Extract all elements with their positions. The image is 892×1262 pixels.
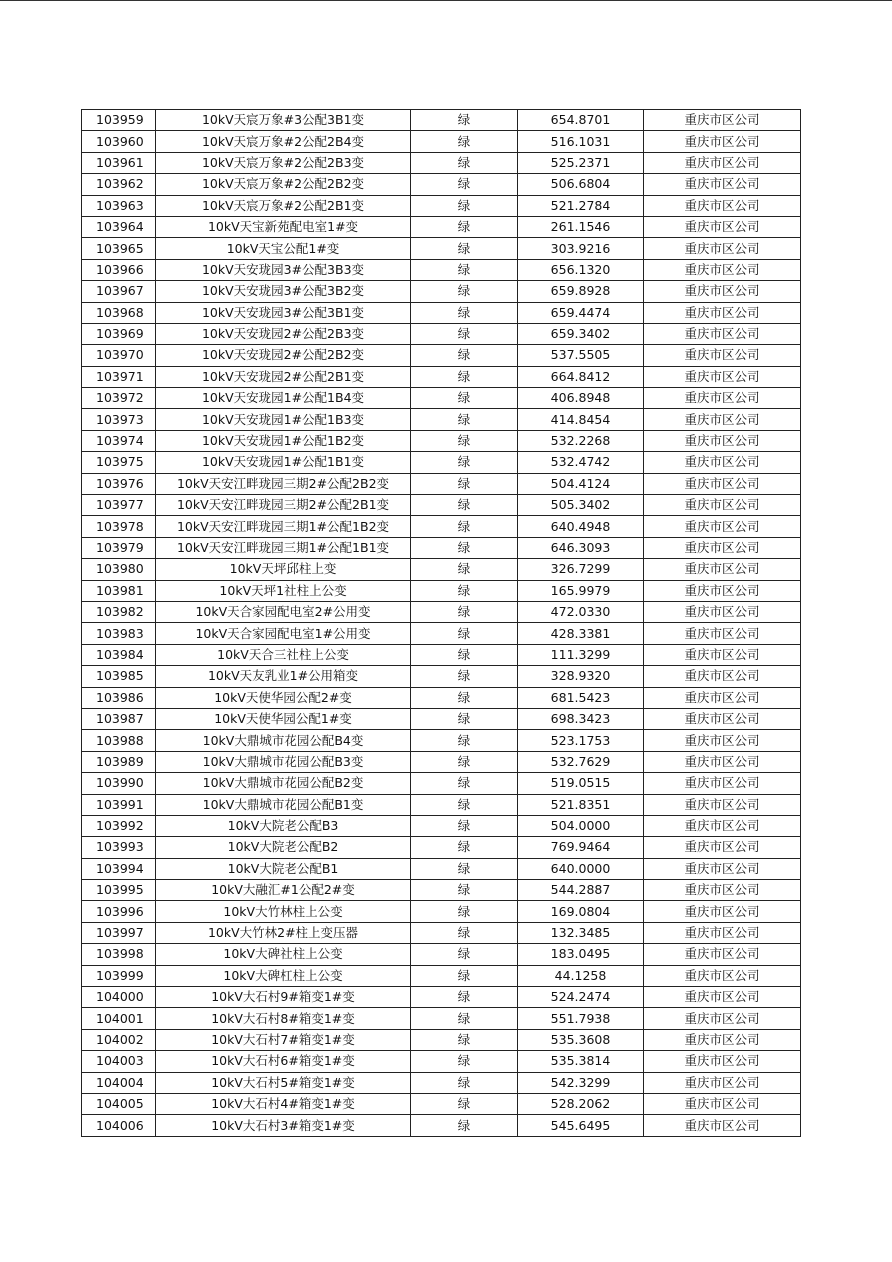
value-cell: 261.1546: [518, 216, 644, 237]
transformer-name-cell: 10kV大碑社柱上公变: [156, 944, 411, 965]
transformer-name-cell: 10kV大鼎城市花园公配B2变: [156, 773, 411, 794]
row-id-cell: 103984: [82, 644, 156, 665]
row-id-cell: 103988: [82, 730, 156, 751]
value-cell: 516.1031: [518, 131, 644, 152]
status-cell: 绿: [411, 858, 518, 879]
value-cell: 535.3814: [518, 1051, 644, 1072]
company-cell: 重庆市区公司: [644, 323, 801, 344]
value-cell: 111.3299: [518, 644, 644, 665]
company-cell: 重庆市区公司: [644, 1008, 801, 1029]
value-cell: 535.3608: [518, 1029, 644, 1050]
transformer-name-cell: 10kV大石村3#箱变1#变: [156, 1115, 411, 1136]
company-cell: 重庆市区公司: [644, 837, 801, 858]
value-cell: 640.0000: [518, 858, 644, 879]
row-id-cell: 104001: [82, 1008, 156, 1029]
table-row: [82, 323, 801, 344]
row-id-cell: 103963: [82, 195, 156, 216]
table-row: [82, 366, 801, 387]
status-cell: 绿: [411, 473, 518, 494]
company-cell: 重庆市区公司: [644, 559, 801, 580]
status-cell: 绿: [411, 430, 518, 451]
row-id-cell: 103961: [82, 152, 156, 173]
status-cell: 绿: [411, 837, 518, 858]
row-id-cell: 103989: [82, 751, 156, 772]
company-cell: 重庆市区公司: [644, 708, 801, 729]
table-row: [82, 1115, 801, 1136]
company-cell: 重庆市区公司: [644, 537, 801, 558]
status-cell: 绿: [411, 559, 518, 580]
company-cell: 重庆市区公司: [644, 216, 801, 237]
value-cell: 659.4474: [518, 302, 644, 323]
table-row: [82, 944, 801, 965]
table-row: [82, 730, 801, 751]
company-cell: 重庆市区公司: [644, 131, 801, 152]
table-row: [82, 1072, 801, 1093]
status-cell: 绿: [411, 495, 518, 516]
row-id-cell: 103962: [82, 174, 156, 195]
transformer-name-cell: 10kV天合三社柱上公变: [156, 644, 411, 665]
transformer-name-cell: 10kV天宸万象#2公配2B1变: [156, 195, 411, 216]
status-cell: 绿: [411, 1115, 518, 1136]
value-cell: 654.8701: [518, 110, 644, 131]
status-cell: 绿: [411, 687, 518, 708]
table-row: [82, 430, 801, 451]
row-id-cell: 103982: [82, 601, 156, 622]
value-cell: 537.5505: [518, 345, 644, 366]
value-cell: 524.2474: [518, 987, 644, 1008]
table-row: [82, 965, 801, 986]
status-cell: 绿: [411, 751, 518, 772]
table-row: [82, 815, 801, 836]
transformer-name-cell: 10kV天安珑园2#公配2B2变: [156, 345, 411, 366]
status-cell: 绿: [411, 922, 518, 943]
row-id-cell: 103992: [82, 815, 156, 836]
status-cell: 绿: [411, 537, 518, 558]
row-id-cell: 103996: [82, 901, 156, 922]
row-id-cell: 103973: [82, 409, 156, 430]
row-id-cell: 103971: [82, 366, 156, 387]
company-cell: 重庆市区公司: [644, 238, 801, 259]
table-row: [82, 644, 801, 665]
transformer-name-cell: 10kV天宸万象#2公配2B2变: [156, 174, 411, 195]
company-cell: 重庆市区公司: [644, 1115, 801, 1136]
company-cell: 重庆市区公司: [644, 1051, 801, 1072]
row-id-cell: 103983: [82, 623, 156, 644]
company-cell: 重庆市区公司: [644, 473, 801, 494]
status-cell: 绿: [411, 1029, 518, 1050]
value-cell: 544.2887: [518, 880, 644, 901]
row-id-cell: 103999: [82, 965, 156, 986]
value-cell: 542.3299: [518, 1072, 644, 1093]
company-cell: 重庆市区公司: [644, 1029, 801, 1050]
status-cell: 绿: [411, 901, 518, 922]
value-cell: 769.9464: [518, 837, 644, 858]
page-top-border: [0, 0, 892, 1]
status-cell: 绿: [411, 281, 518, 302]
status-cell: 绿: [411, 580, 518, 601]
status-cell: 绿: [411, 259, 518, 280]
table-row: [82, 281, 801, 302]
transformer-name-cell: 10kV天宸万象#2公配2B3变: [156, 152, 411, 173]
transformer-name-cell: 10kV大融汇#1公配2#变: [156, 880, 411, 901]
value-cell: 656.1320: [518, 259, 644, 280]
status-cell: 绿: [411, 1008, 518, 1029]
transformer-name-cell: 10kV天宝公配1#变: [156, 238, 411, 259]
row-id-cell: 103975: [82, 452, 156, 473]
transformer-name-cell: 10kV大院老公配B3: [156, 815, 411, 836]
table-row: [82, 516, 801, 537]
row-id-cell: 103968: [82, 302, 156, 323]
row-id-cell: 103966: [82, 259, 156, 280]
status-cell: 绿: [411, 623, 518, 644]
transformer-name-cell: 10kV大石村6#箱变1#变: [156, 1051, 411, 1072]
status-cell: 绿: [411, 409, 518, 430]
value-cell: 659.8928: [518, 281, 644, 302]
value-cell: 545.6495: [518, 1115, 644, 1136]
transformer-name-cell: 10kV大石村9#箱变1#变: [156, 987, 411, 1008]
row-id-cell: 103998: [82, 944, 156, 965]
company-cell: 重庆市区公司: [644, 409, 801, 430]
table-row: [82, 858, 801, 879]
transformer-name-cell: 10kV天合家园配电室2#公用变: [156, 601, 411, 622]
company-cell: 重庆市区公司: [644, 730, 801, 751]
transformer-table: [81, 109, 801, 1137]
table-row: [82, 666, 801, 687]
row-id-cell: 103969: [82, 323, 156, 344]
transformer-name-cell: 10kV大石村4#箱变1#变: [156, 1093, 411, 1114]
company-cell: 重庆市区公司: [644, 110, 801, 131]
table-row: [82, 473, 801, 494]
value-cell: 165.9979: [518, 580, 644, 601]
transformer-name-cell: 10kV天使华园公配1#变: [156, 708, 411, 729]
company-cell: 重庆市区公司: [644, 302, 801, 323]
transformer-name-cell: 10kV天安江畔珑园三期1#公配1B1变: [156, 537, 411, 558]
status-cell: 绿: [411, 388, 518, 409]
row-id-cell: 103991: [82, 794, 156, 815]
value-cell: 640.4948: [518, 516, 644, 537]
status-cell: 绿: [411, 174, 518, 195]
value-cell: 414.8454: [518, 409, 644, 430]
value-cell: 406.8948: [518, 388, 644, 409]
table-row: [82, 131, 801, 152]
table-row: [82, 452, 801, 473]
value-cell: 132.3485: [518, 922, 644, 943]
table-row: [82, 773, 801, 794]
table-row: [82, 345, 801, 366]
transformer-name-cell: 10kV天宝新苑配电室1#变: [156, 216, 411, 237]
company-cell: 重庆市区公司: [644, 773, 801, 794]
row-id-cell: 104000: [82, 987, 156, 1008]
company-cell: 重庆市区公司: [644, 366, 801, 387]
table-row: [82, 1051, 801, 1072]
row-id-cell: 103976: [82, 473, 156, 494]
table-row: [82, 1008, 801, 1029]
company-cell: 重庆市区公司: [644, 751, 801, 772]
value-cell: 681.5423: [518, 687, 644, 708]
company-cell: 重庆市区公司: [644, 345, 801, 366]
company-cell: 重庆市区公司: [644, 430, 801, 451]
transformer-name-cell: 10kV天安珑园3#公配3B3变: [156, 259, 411, 280]
status-cell: 绿: [411, 601, 518, 622]
table-row: [82, 302, 801, 323]
status-cell: 绿: [411, 1072, 518, 1093]
table-row: [82, 901, 801, 922]
company-cell: 重庆市区公司: [644, 944, 801, 965]
table-row: [82, 110, 801, 131]
transformer-name-cell: 10kV大石村7#箱变1#变: [156, 1029, 411, 1050]
value-cell: 328.9320: [518, 666, 644, 687]
status-cell: 绿: [411, 987, 518, 1008]
table-row: [82, 259, 801, 280]
status-cell: 绿: [411, 644, 518, 665]
status-cell: 绿: [411, 345, 518, 366]
row-id-cell: 103986: [82, 687, 156, 708]
table-body: [82, 110, 801, 1137]
value-cell: 504.0000: [518, 815, 644, 836]
value-cell: 659.3402: [518, 323, 644, 344]
company-cell: 重庆市区公司: [644, 601, 801, 622]
table-row: [82, 708, 801, 729]
status-cell: 绿: [411, 516, 518, 537]
transformer-name-cell: 10kV大石村8#箱变1#变: [156, 1008, 411, 1029]
status-cell: 绿: [411, 238, 518, 259]
table-row: [82, 880, 801, 901]
company-cell: 重庆市区公司: [644, 687, 801, 708]
company-cell: 重庆市区公司: [644, 195, 801, 216]
table-row: [82, 837, 801, 858]
row-id-cell: 103979: [82, 537, 156, 558]
transformer-name-cell: 10kV天安江畔珑园三期2#公配2B2变: [156, 473, 411, 494]
row-id-cell: 103994: [82, 858, 156, 879]
status-cell: 绿: [411, 773, 518, 794]
table-row: [82, 174, 801, 195]
transformer-name-cell: 10kV天安珑园3#公配3B2变: [156, 281, 411, 302]
transformer-name-cell: 10kV天宸万象#2公配2B4变: [156, 131, 411, 152]
company-cell: 重庆市区公司: [644, 987, 801, 1008]
status-cell: 绿: [411, 1051, 518, 1072]
status-cell: 绿: [411, 452, 518, 473]
value-cell: 532.7629: [518, 751, 644, 772]
row-id-cell: 103993: [82, 837, 156, 858]
status-cell: 绿: [411, 815, 518, 836]
row-id-cell: 104002: [82, 1029, 156, 1050]
transformer-name-cell: 10kV天坪邱柱上变: [156, 559, 411, 580]
status-cell: 绿: [411, 366, 518, 387]
company-cell: 重庆市区公司: [644, 666, 801, 687]
value-cell: 698.3423: [518, 708, 644, 729]
transformer-name-cell: 10kV大院老公配B2: [156, 837, 411, 858]
row-id-cell: 103960: [82, 131, 156, 152]
transformer-name-cell: 10kV大鼎城市花园公配B3变: [156, 751, 411, 772]
company-cell: 重庆市区公司: [644, 580, 801, 601]
value-cell: 44.1258: [518, 965, 644, 986]
table-row: [82, 580, 801, 601]
row-id-cell: 103995: [82, 880, 156, 901]
company-cell: 重庆市区公司: [644, 794, 801, 815]
transformer-name-cell: 10kV天宸万象#3公配3B1变: [156, 110, 411, 131]
value-cell: 551.7938: [518, 1008, 644, 1029]
transformer-name-cell: 10kV天安江畔珑园三期1#公配1B2变: [156, 516, 411, 537]
status-cell: 绿: [411, 944, 518, 965]
transformer-name-cell: 10kV天坪1社柱上公变: [156, 580, 411, 601]
table-row: [82, 601, 801, 622]
row-id-cell: 104005: [82, 1093, 156, 1114]
row-id-cell: 103972: [82, 388, 156, 409]
row-id-cell: 103980: [82, 559, 156, 580]
status-cell: 绿: [411, 152, 518, 173]
company-cell: 重庆市区公司: [644, 880, 801, 901]
transformer-name-cell: 10kV天友乳业1#公用箱变: [156, 666, 411, 687]
status-cell: 绿: [411, 1093, 518, 1114]
status-cell: 绿: [411, 110, 518, 131]
table-row: [82, 388, 801, 409]
company-cell: 重庆市区公司: [644, 388, 801, 409]
row-id-cell: 103959: [82, 110, 156, 131]
row-id-cell: 103981: [82, 580, 156, 601]
value-cell: 664.8412: [518, 366, 644, 387]
status-cell: 绿: [411, 323, 518, 344]
company-cell: 重庆市区公司: [644, 815, 801, 836]
company-cell: 重庆市区公司: [644, 623, 801, 644]
status-cell: 绿: [411, 195, 518, 216]
transformer-name-cell: 10kV天安珑园2#公配2B3变: [156, 323, 411, 344]
value-cell: 528.2062: [518, 1093, 644, 1114]
transformer-name-cell: 10kV大鼎城市花园公配B4变: [156, 730, 411, 751]
status-cell: 绿: [411, 730, 518, 751]
status-cell: 绿: [411, 794, 518, 815]
company-cell: 重庆市区公司: [644, 152, 801, 173]
transformer-name-cell: 10kV天安珑园2#公配2B1变: [156, 366, 411, 387]
table-row: [82, 987, 801, 1008]
company-cell: 重庆市区公司: [644, 452, 801, 473]
value-cell: 532.4742: [518, 452, 644, 473]
transformer-name-cell: 10kV天安江畔珑园三期2#公配2B1变: [156, 495, 411, 516]
table-row: [82, 687, 801, 708]
value-cell: 521.8351: [518, 794, 644, 815]
company-cell: 重庆市区公司: [644, 965, 801, 986]
company-cell: 重庆市区公司: [644, 259, 801, 280]
company-cell: 重庆市区公司: [644, 281, 801, 302]
row-id-cell: 104003: [82, 1051, 156, 1072]
table-row: [82, 1029, 801, 1050]
status-cell: 绿: [411, 965, 518, 986]
transformer-name-cell: 10kV天安珑园1#公配1B1变: [156, 452, 411, 473]
status-cell: 绿: [411, 666, 518, 687]
row-id-cell: 103965: [82, 238, 156, 259]
company-cell: 重庆市区公司: [644, 922, 801, 943]
value-cell: 505.3402: [518, 495, 644, 516]
row-id-cell: 103970: [82, 345, 156, 366]
value-cell: 504.4124: [518, 473, 644, 494]
row-id-cell: 103977: [82, 495, 156, 516]
transformer-name-cell: 10kV天安珑园1#公配1B2变: [156, 430, 411, 451]
transformer-name-cell: 10kV天合家园配电室1#公用变: [156, 623, 411, 644]
value-cell: 303.9216: [518, 238, 644, 259]
transformer-name-cell: 10kV大石村5#箱变1#变: [156, 1072, 411, 1093]
row-id-cell: 103964: [82, 216, 156, 237]
value-cell: 525.2371: [518, 152, 644, 173]
company-cell: 重庆市区公司: [644, 174, 801, 195]
table-row: [82, 152, 801, 173]
table-row: [82, 409, 801, 430]
status-cell: 绿: [411, 302, 518, 323]
company-cell: 重庆市区公司: [644, 858, 801, 879]
table-row: [82, 216, 801, 237]
table-row: [82, 794, 801, 815]
company-cell: 重庆市区公司: [644, 495, 801, 516]
transformer-name-cell: 10kV天使华园公配2#变: [156, 687, 411, 708]
table-row: [82, 537, 801, 558]
table-row: [82, 238, 801, 259]
company-cell: 重庆市区公司: [644, 1093, 801, 1114]
transformer-name-cell: 10kV大竹林2#柱上变压器: [156, 922, 411, 943]
row-id-cell: 103987: [82, 708, 156, 729]
table-row: [82, 751, 801, 772]
value-cell: 472.0330: [518, 601, 644, 622]
transformer-name-cell: 10kV天安珑园1#公配1B3变: [156, 409, 411, 430]
company-cell: 重庆市区公司: [644, 516, 801, 537]
transformer-name-cell: 10kV大院老公配B1: [156, 858, 411, 879]
transformer-name-cell: 10kV大鼎城市花园公配B1变: [156, 794, 411, 815]
company-cell: 重庆市区公司: [644, 644, 801, 665]
transformer-name-cell: 10kV大碑杠柱上公变: [156, 965, 411, 986]
value-cell: 532.2268: [518, 430, 644, 451]
company-cell: 重庆市区公司: [644, 1072, 801, 1093]
row-id-cell: 103997: [82, 922, 156, 943]
value-cell: 183.0495: [518, 944, 644, 965]
row-id-cell: 103967: [82, 281, 156, 302]
table-row: [82, 623, 801, 644]
transformer-name-cell: 10kV天安珑园1#公配1B4变: [156, 388, 411, 409]
value-cell: 519.0515: [518, 773, 644, 794]
row-id-cell: 103974: [82, 430, 156, 451]
value-cell: 646.3093: [518, 537, 644, 558]
status-cell: 绿: [411, 880, 518, 901]
row-id-cell: 104006: [82, 1115, 156, 1136]
company-cell: 重庆市区公司: [644, 901, 801, 922]
row-id-cell: 104004: [82, 1072, 156, 1093]
table-row: [82, 1093, 801, 1114]
table-row: [82, 922, 801, 943]
row-id-cell: 103978: [82, 516, 156, 537]
row-id-cell: 103985: [82, 666, 156, 687]
value-cell: 521.2784: [518, 195, 644, 216]
status-cell: 绿: [411, 216, 518, 237]
table-row: [82, 559, 801, 580]
value-cell: 506.6804: [518, 174, 644, 195]
transformer-name-cell: 10kV大竹林柱上公变: [156, 901, 411, 922]
value-cell: 523.1753: [518, 730, 644, 751]
status-cell: 绿: [411, 131, 518, 152]
table-row: [82, 495, 801, 516]
value-cell: 169.0804: [518, 901, 644, 922]
transformer-name-cell: 10kV天安珑园3#公配3B1变: [156, 302, 411, 323]
value-cell: 428.3381: [518, 623, 644, 644]
value-cell: 326.7299: [518, 559, 644, 580]
row-id-cell: 103990: [82, 773, 156, 794]
table-row: [82, 195, 801, 216]
status-cell: 绿: [411, 708, 518, 729]
